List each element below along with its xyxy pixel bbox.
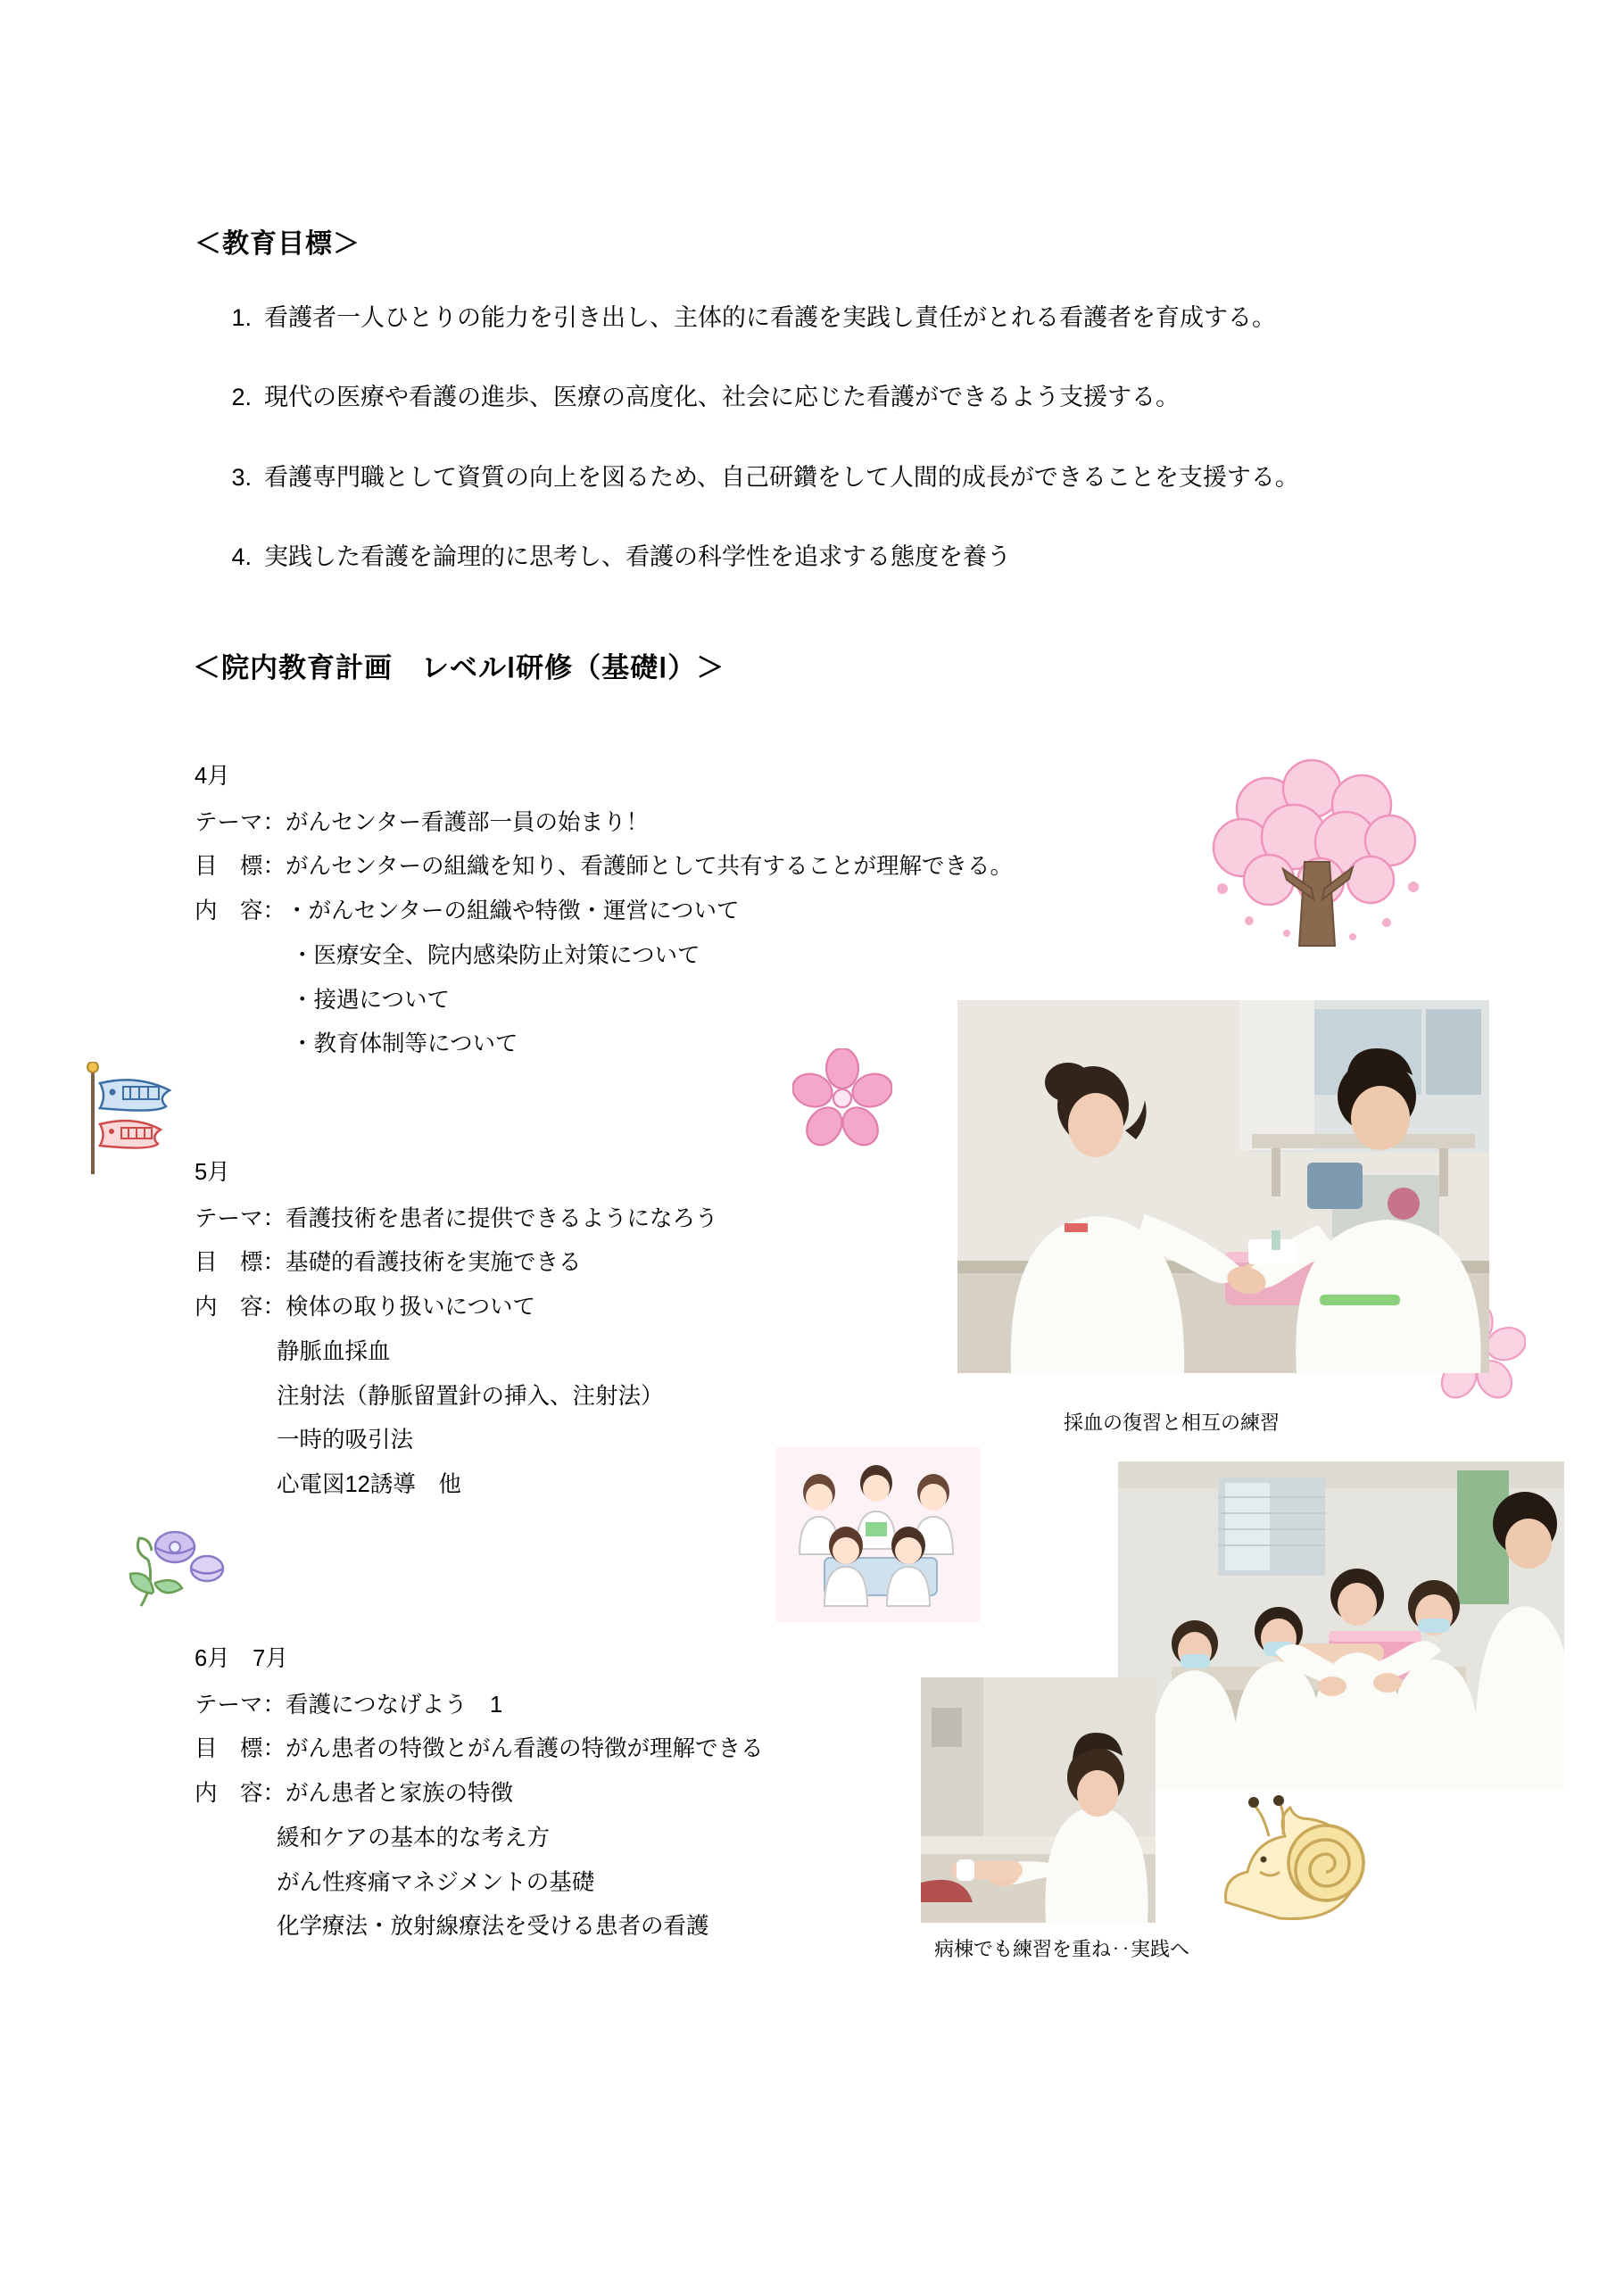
education-goal-heading: ＜教育目標＞ <box>195 229 360 259</box>
goal-label: 目 標： <box>195 854 286 880</box>
theme-value: 看護につなげよう 1 <box>286 1692 503 1718</box>
content-label: 内 容： <box>195 1781 286 1807</box>
nurses-meeting-icon <box>775 1445 982 1624</box>
month-title: 4月 <box>195 764 230 789</box>
content-sub-item: がん性疼痛マネジメントの基礎 <box>277 1869 595 1895</box>
goal-row <box>195 845 1087 890</box>
morning-glory-flower-icon <box>125 1517 232 1615</box>
theme-value: 看護技術を患者に提供できるようになろう <box>286 1205 718 1231</box>
content-sub-item: ・医療安全、院内感染防止対策について <box>291 942 700 968</box>
content-label: 内 容： <box>195 1295 286 1320</box>
photo-ward-practice-main <box>1118 1461 1564 1790</box>
content-sub-item: ・教育体制等について <box>291 1031 518 1057</box>
list-item-text: 現代の医療や看護の進歩、医療の高度化、社会に応じた看護ができるよう支援する。 <box>264 384 1180 411</box>
list-item-number: 1. <box>231 304 252 331</box>
list-item-text: 看護者一人ひとりの能力を引き出し、主体的に看護を実践し責任がとれる看護者を育成する。 <box>264 304 1276 331</box>
content-value: 検体の取り扱いについて <box>286 1295 536 1320</box>
photo-caption: 病棟でも練習を重ね‥実践へ <box>934 1938 1190 1960</box>
content-sub-item: 一時的吸引法 <box>277 1428 414 1453</box>
theme-label: テーマ： <box>195 1692 286 1718</box>
goal-value: 基礎的看護技術を実施できる <box>286 1250 582 1276</box>
goal-label: 目 標： <box>195 1736 286 1762</box>
content-sub-item: ・接遇について <box>291 987 450 1013</box>
content-label: 内 容： <box>195 898 286 924</box>
snail-icon <box>1214 1784 1392 1927</box>
content-row <box>195 1286 998 1330</box>
education-goal-list <box>214 302 1463 621</box>
theme-value: がんセンター看護部一員の始まり！ <box>286 809 649 835</box>
month-title: 5月 <box>195 1160 230 1185</box>
cherry-blossom-tree-icon <box>1187 755 1454 969</box>
goal-row <box>195 1241 998 1286</box>
theme-label: テーマ： <box>195 1205 286 1231</box>
list-item <box>214 302 1463 334</box>
goal-label: 目 標： <box>195 1250 286 1276</box>
koinobori-carp-streamer-icon <box>77 1062 203 1178</box>
photo-blood-draw-practice <box>957 1000 1489 1373</box>
photo-ward-practice-secondary <box>921 1677 1156 1923</box>
list-item <box>214 541 1463 573</box>
list-item-number: 3. <box>231 463 252 491</box>
list-item-number: 2. <box>231 384 252 411</box>
content-sub-item: 静脈血採血 <box>277 1338 391 1364</box>
list-item <box>214 381 1463 413</box>
training-plan-heading: ＜院内教育計画 レベルⅠ研修（基礎Ⅰ）＞ <box>193 652 725 683</box>
goal-value: がん患者の特徴とがん看護の特徴が理解できる <box>286 1736 764 1762</box>
theme-row <box>195 1684 998 1728</box>
list-item <box>214 461 1463 493</box>
sakura-flower-icon <box>792 1048 892 1148</box>
content-row <box>195 890 1087 934</box>
month-block-june-july <box>195 1637 998 1950</box>
theme-row <box>195 1197 998 1242</box>
goal-row <box>195 1727 998 1772</box>
goal-value: がんセンターの組織を知り、看護師として共有することが理解できる。 <box>286 854 1013 880</box>
content-sub-item: 緩和ケアの基本的な考え方 <box>277 1825 551 1850</box>
photo-caption: 採血の復習と相互の練習 <box>1064 1412 1280 1434</box>
content-value: ・がんセンターの組織や特徴・運営について <box>286 898 740 924</box>
content-sub-item: 心電図12誘導 他 <box>277 1472 461 1498</box>
content-sub-item: 化学療法・放射線療法を受ける患者の看護 <box>277 1914 709 1940</box>
content-row <box>195 1772 998 1817</box>
month-title: 6月 7月 <box>195 1646 288 1671</box>
list-item-number: 4. <box>231 543 252 571</box>
theme-label: テーマ： <box>195 809 286 835</box>
theme-row <box>195 801 1087 846</box>
content-value: がん患者と家族の特徴 <box>286 1781 514 1807</box>
list-item-text: 実践した看護を論理的に思考し、看護の科学性を追求する態度を養う <box>264 543 1011 571</box>
month-block-april <box>195 755 1087 1067</box>
content-sub-item: 注射法（静脈留置針の挿入、注射法） <box>277 1383 664 1409</box>
list-item-text: 看護専門職として資質の向上を図るため、自己研鑽をして人間的成長ができることを支援する。 <box>264 463 1299 491</box>
